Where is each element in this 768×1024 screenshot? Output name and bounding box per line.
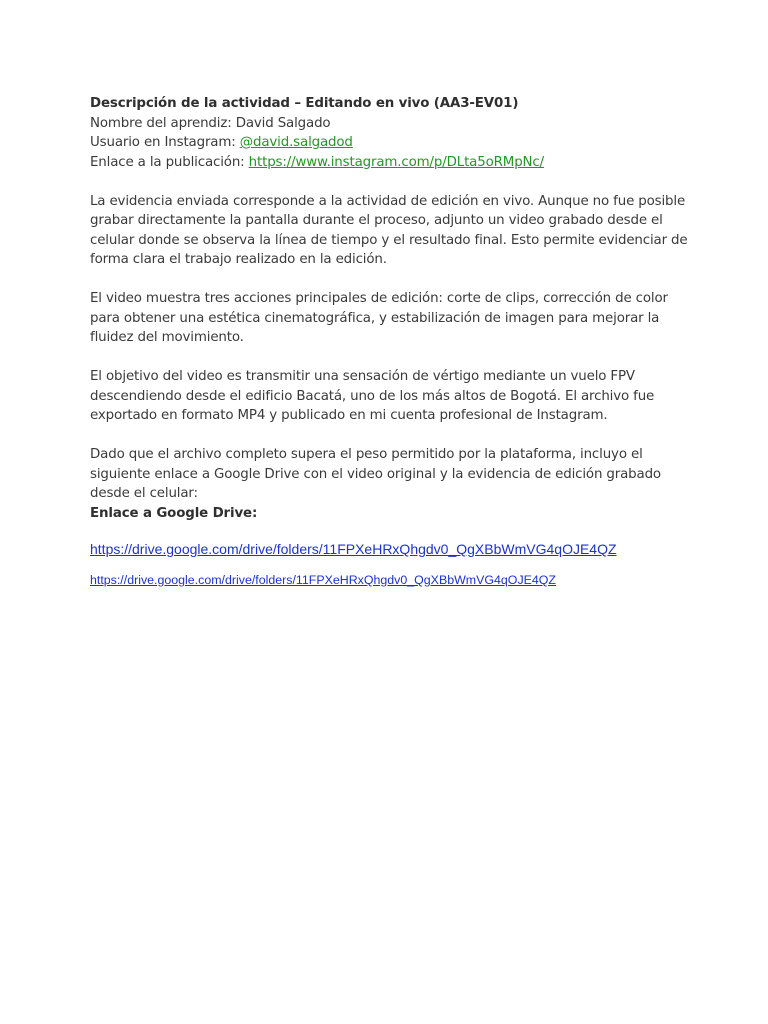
student-line: [90, 114, 690, 134]
instagram-post-link[interactable]: https://www.instagram.com/p/DLta5oRMpNc/: [248, 154, 544, 170]
paragraph-drive-intro: Dado que el archivo completo supera el peso permitido por la plataforma, incluyo el siguiente enlace a Google Drive con el video original y la evidencia de edición grabado desde el celular:: [90, 447, 661, 501]
drive-label: Enlace a Google Drive:: [90, 505, 258, 521]
paragraph-objective: El objetivo del video es transmitir una sensación de vértigo mediante un vuelo FPV descendiendo desde el edificio Bacatá, uno de los más altos de Bogotá. El archivo fue exportado en formato MP4 y publicado en mi cuenta profesional de Instagram.: [90, 369, 655, 423]
student-label: Nombre del aprendiz:: [90, 115, 232, 131]
paragraph-evidence: La evidencia enviada corresponde a la actividad de edición en vivo. Aunque no fue posible grabar directamente la pantalla durante el proceso, adjunto un video grabado desde el celular donde se observa la línea de tiempo y el resultado final. Esto permite evidenciar de forma clara el trabajo realizado en la edición.: [90, 193, 688, 267]
student-name: David Salgado: [235, 115, 331, 131]
activity-header: [90, 94, 690, 172]
paragraph-editing-actions: El video muestra tres acciones principales de edición: corte de clips, corrección de color para obtener una estética cinematográfica, y estabilización de imagen para mejorar la fluidez del movimiento.: [90, 291, 668, 345]
document-body: [90, 94, 690, 523]
drive-link-secondary[interactable]: https://drive.google.com/drive/folders/11FPXeHRxQhgdv0_QgXBbWmVG4qOJE4QZ: [90, 573, 556, 587]
post-label: Enlace a la publicación:: [90, 154, 245, 170]
instagram-line: [90, 133, 690, 153]
post-line: [90, 153, 690, 173]
instagram-label: Usuario en Instagram:: [90, 135, 236, 150]
activity-title: Descripción de la actividad – Editando en vivo (AA3-EV01): [90, 96, 519, 111]
drive-link-primary[interactable]: https://drive.google.com/drive/folders/11FPXeHRxQhgdv0_QgXBbWmVG4qOJE4QZ: [90, 541, 617, 557]
instagram-user-link[interactable]: @david.salgadod: [239, 135, 353, 150]
